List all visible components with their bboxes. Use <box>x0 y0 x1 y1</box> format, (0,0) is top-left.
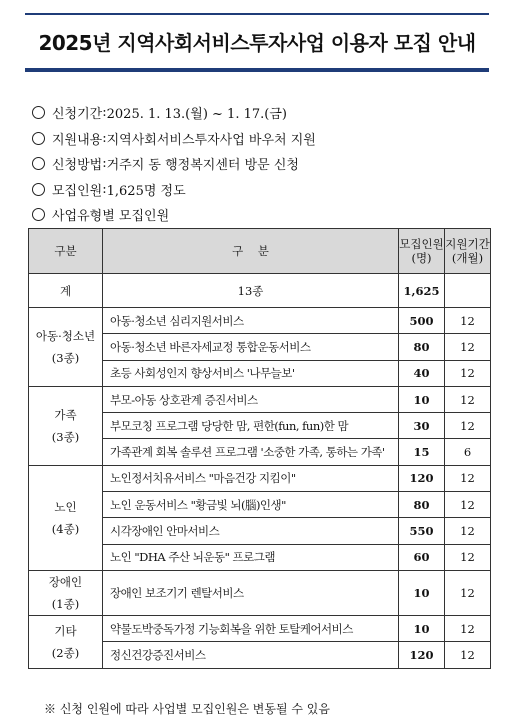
category-count: (2종) <box>51 645 80 660</box>
service-cell: 아동·청소년 바른자세교정 통합운동서비스 <box>103 334 399 360</box>
circle-bullet-icon <box>32 183 45 196</box>
period-cell: 12 <box>445 518 491 544</box>
circle-bullet-icon <box>32 132 45 145</box>
header-people: 모집인원 (명) <box>399 229 445 274</box>
category-count: (3종) <box>51 350 80 365</box>
info-item <box>32 126 316 152</box>
category-name: 가족 <box>54 407 77 422</box>
info-colon: : <box>102 181 107 197</box>
service-cell: 정신건강증진서비스 <box>103 642 399 668</box>
category-cell <box>29 308 103 387</box>
period-cell: 12 <box>445 642 491 668</box>
info-item <box>32 100 316 126</box>
header-service: 구 분 <box>103 229 399 274</box>
footnote: ※ 신청 인원에 따라 사업별 모집인원은 변동될 수 있음 <box>44 702 330 716</box>
period-cell: 12 <box>445 334 491 360</box>
info-value: 거주지 동 행정복지센터 방문 신청 <box>106 158 299 174</box>
info-colon: : <box>102 130 107 146</box>
circle-bullet-icon <box>32 208 45 221</box>
total-people: 1,625 <box>399 274 445 308</box>
table-row <box>29 615 491 641</box>
period-cell: 12 <box>445 413 491 439</box>
header-period: 지원기간 (개월) <box>445 229 491 274</box>
period-cell: 6 <box>445 439 491 465</box>
info-value: 1,625명 정도 <box>106 183 186 199</box>
category-cell <box>29 465 103 570</box>
page-title: 2025년 지역사회서비스투자사업 이용자 모집 안내 <box>38 31 476 55</box>
period-cell: 12 <box>445 386 491 412</box>
category-name: 노인 <box>54 499 77 514</box>
table-row <box>29 386 491 412</box>
circle-bullet-icon <box>32 106 45 119</box>
service-cell: 노인 "DHA 주산 뇌운동" 프로그램 <box>103 544 399 570</box>
table-row <box>29 570 491 615</box>
service-cell: 시각장애인 안마서비스 <box>103 518 399 544</box>
service-cell: 아동·청소년 심리지원서비스 <box>103 308 399 334</box>
info-colon: : <box>102 156 107 172</box>
people-cell: 10 <box>399 570 445 615</box>
service-cell: 장애인 보조기기 렌탈서비스 <box>103 570 399 615</box>
people-cell: 80 <box>399 334 445 360</box>
people-cell: 10 <box>399 386 445 412</box>
people-cell: 120 <box>399 465 445 491</box>
info-item <box>32 202 316 228</box>
total-service: 13종 <box>103 274 399 308</box>
info-text: 모집인원 <box>52 183 103 199</box>
people-cell: 10 <box>399 615 445 641</box>
category-cell <box>29 615 103 668</box>
circle-bullet-icon <box>32 157 45 170</box>
people-cell: 40 <box>399 360 445 386</box>
service-cell: 노인정서치유서비스 "마음건강 지킴이" <box>103 465 399 491</box>
period-cell: 12 <box>445 615 491 641</box>
people-cell: 500 <box>399 308 445 334</box>
period-cell: 12 <box>445 570 491 615</box>
info-item <box>32 177 316 203</box>
table-header-row <box>29 229 491 274</box>
table-row <box>29 308 491 334</box>
category-cell <box>29 570 103 615</box>
service-cell: 약물도박중독가정 기능회복을 위한 토탈케어서비스 <box>103 615 399 641</box>
service-cell: 가족관계 회복 솔루션 프로그램 '소중한 가족, 통하는 가족' <box>103 439 399 465</box>
period-cell: 12 <box>445 308 491 334</box>
period-cell: 12 <box>445 465 491 491</box>
category-cell <box>29 386 103 465</box>
total-period <box>445 274 491 308</box>
recruitment-table <box>28 228 491 669</box>
period-cell: 12 <box>445 492 491 518</box>
people-cell: 30 <box>399 413 445 439</box>
service-cell: 초등 사회성인지 향상서비스 '나무늘보' <box>103 360 399 386</box>
table-row <box>29 465 491 491</box>
people-cell: 80 <box>399 492 445 518</box>
people-cell: 550 <box>399 518 445 544</box>
category-count: (3종) <box>51 429 80 444</box>
period-cell: 12 <box>445 544 491 570</box>
category-count: (1종) <box>51 596 80 611</box>
period-cell: 12 <box>445 360 491 386</box>
total-row <box>29 274 491 308</box>
header-category: 구분 <box>29 229 103 274</box>
info-colon: : <box>102 105 107 121</box>
title-bottom-rule <box>25 68 489 72</box>
info-text: 사업유형별 모집인원 <box>52 209 170 225</box>
people-cell: 15 <box>399 439 445 465</box>
info-text: 신청기간 <box>52 107 103 123</box>
total-label: 계 <box>29 274 103 308</box>
service-cell: 부모코칭 프로그램 당당한 맘, 편한(fun, fun)한 맘 <box>103 413 399 439</box>
info-text: 신청방법 <box>52 158 103 174</box>
info-list <box>32 100 316 228</box>
category-name: 아동·청소년 <box>35 328 96 343</box>
category-name: 기타 <box>54 623 77 638</box>
info-value: 2025. 1. 13.(월) ~ 1. 17.(금) <box>106 107 287 123</box>
people-cell: 120 <box>399 642 445 668</box>
info-text: 지원내용 <box>52 132 103 148</box>
title-top-rule <box>25 13 489 15</box>
people-cell: 60 <box>399 544 445 570</box>
category-count: (4종) <box>51 521 80 536</box>
category-name: 장애인 <box>48 574 83 589</box>
service-cell: 노인 운동서비스 "황금빛 뇌(腦)인생" <box>103 492 399 518</box>
info-value: 지역사회서비스투자사업 바우처 지원 <box>106 132 316 148</box>
service-cell: 부모-아동 상호관계 증진서비스 <box>103 386 399 412</box>
info-item <box>32 151 316 177</box>
